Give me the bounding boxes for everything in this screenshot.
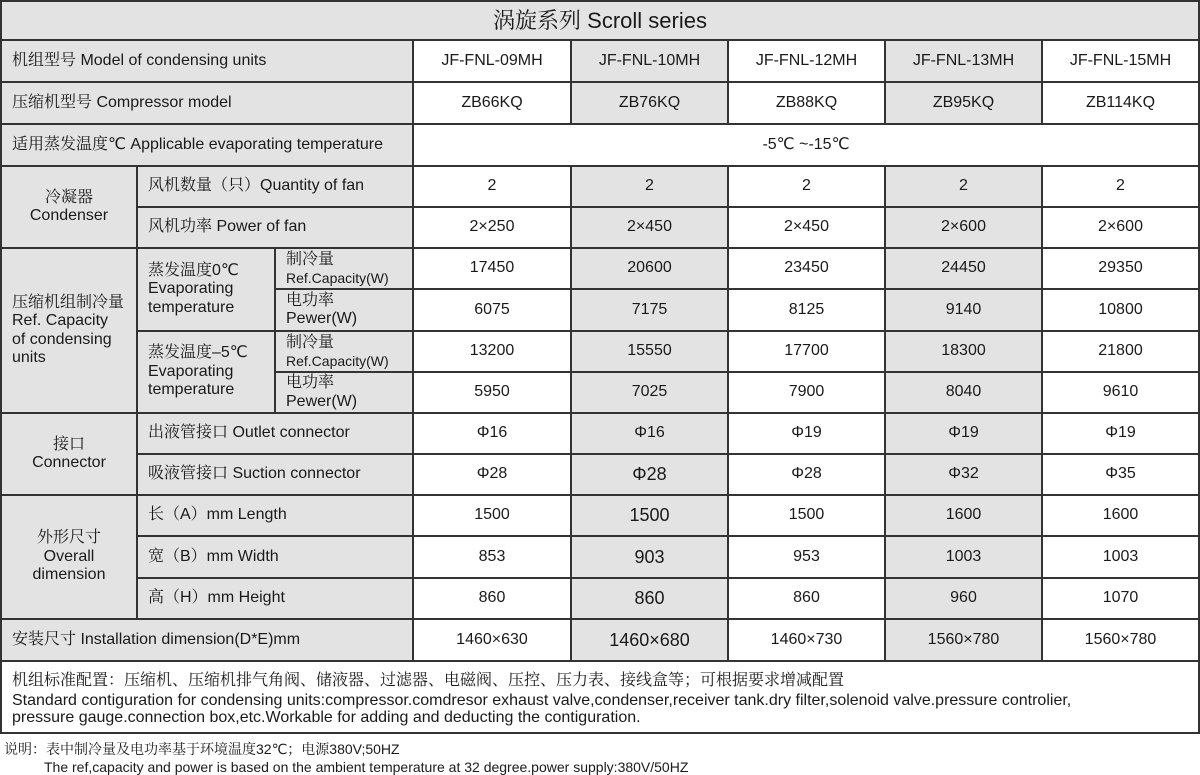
model-name-value: JF-FNL-09MH xyxy=(414,41,572,83)
outlet-connector-value: Φ16 xyxy=(572,414,729,455)
condenser-group-line: 冷凝器 xyxy=(44,188,93,206)
refcap-group-line: Ref. Capacity xyxy=(12,312,109,330)
config-note-en-2: pressure gauge.connection box,etc.Workable for adding and deducting the contiguration. xyxy=(12,709,641,726)
power-0-value: 10800 xyxy=(1043,290,1200,332)
evap-minus5-label xyxy=(138,332,276,414)
power-label xyxy=(276,290,414,332)
outlet-connector-value: Φ19 xyxy=(886,414,1043,455)
model-name-value: JF-FNL-10MH xyxy=(572,41,729,83)
power-label xyxy=(276,373,414,414)
fan-power-label: 风机功率 Power of fan xyxy=(138,208,414,249)
install-dimension-value: 1460×680 xyxy=(572,620,729,662)
dimension-group xyxy=(0,496,138,620)
model-name-value: JF-FNL-12MH xyxy=(729,41,886,83)
install-dimension-value: 1460×630 xyxy=(414,620,572,662)
capacity-label-line: Ref.Capacity(W) xyxy=(286,269,389,286)
suction-connector-value: Φ28 xyxy=(729,455,886,496)
length-value: 1600 xyxy=(1043,496,1200,537)
fan-qty-value: 2 xyxy=(1043,167,1200,208)
power-minus5-value: 7025 xyxy=(572,373,729,414)
suction-connector-value: Φ28 xyxy=(572,455,729,496)
length-value: 1500 xyxy=(729,496,886,537)
model-label: 机组型号 Model of condensing units xyxy=(0,41,414,83)
config-note-en-1: Standard contiguration for condensing units:compressor.comdresor exhaust valve,condenser,receiver tank.dry filter,solenoid valve.pressure controlier, xyxy=(12,692,1072,709)
connector-group xyxy=(0,414,138,496)
power-label-line: Pewer(W) xyxy=(286,392,358,410)
outlet-connector-value: Φ19 xyxy=(729,414,886,455)
dimension-group-line: dimension xyxy=(32,566,106,584)
capacity-label-line: Ref.Capacity(W) xyxy=(286,352,389,369)
suction-connector-value: Φ35 xyxy=(1043,455,1200,496)
capacity-minus5-value: 13200 xyxy=(414,332,572,373)
capacity-label-line: 制冷量 xyxy=(286,334,335,352)
length-value: 1600 xyxy=(886,496,1043,537)
evap-0-label-line: temperature xyxy=(148,298,235,316)
evap-minus5-label-line: Evaporating xyxy=(148,362,234,380)
suction-connector-value: Φ28 xyxy=(414,455,572,496)
width-value: 953 xyxy=(729,537,886,579)
capacity-0-value: 23450 xyxy=(729,249,886,290)
compressor-model-value: ZB114KQ xyxy=(1043,83,1200,125)
fan-qty-value: 2 xyxy=(886,167,1043,208)
height-value: 860 xyxy=(414,579,572,620)
power-label-line: 电功率 xyxy=(286,374,335,392)
width-value: 903 xyxy=(572,537,729,579)
capacity-label xyxy=(276,332,414,373)
compressor-label: 压缩机型号 Compressor model xyxy=(0,83,414,125)
compressor-model-value: ZB95KQ xyxy=(886,83,1043,125)
fan-power-value: 2×450 xyxy=(572,208,729,249)
footnote-en: The ref,capacity and power is based on the ambient temperature at 32 degree.power supply:380V/50HZ xyxy=(44,759,689,775)
refcap-group xyxy=(0,249,138,414)
capacity-label-line: 制冷量 xyxy=(286,251,335,269)
compressor-model-value: ZB66KQ xyxy=(414,83,572,125)
suction-label: 吸液管接口 Suction connector xyxy=(138,455,414,496)
outlet-connector-value: Φ19 xyxy=(1043,414,1200,455)
install-label: 安装尺寸 Installation dimension(D*E)mm xyxy=(0,620,414,662)
fan-power-value: 2×250 xyxy=(414,208,572,249)
power-0-value: 8125 xyxy=(729,290,886,332)
power-minus5-value: 8040 xyxy=(886,373,1043,414)
footnote-cn: 说明：表中制冷量及电功率基于环境温度32℃；电源380V;50HZ xyxy=(4,741,400,757)
model-name-value: JF-FNL-13MH xyxy=(886,41,1043,83)
capacity-0-value: 24450 xyxy=(886,249,1043,290)
width-value: 1003 xyxy=(886,537,1043,579)
capacity-minus5-value: 18300 xyxy=(886,332,1043,373)
fan-qty-value: 2 xyxy=(414,167,572,208)
length-label: 长（A）mm Length xyxy=(138,496,414,537)
table-title: 涡旋系列 Scroll series xyxy=(0,0,1200,41)
power-minus5-value: 7900 xyxy=(729,373,886,414)
evap-0-label-line: 蒸发温度0℃ xyxy=(148,261,239,279)
power-0-value: 6075 xyxy=(414,290,572,332)
fan-power-value: 2×600 xyxy=(1043,208,1200,249)
outlet-label: 出液管接口 Outlet connector xyxy=(138,414,414,455)
width-value: 853 xyxy=(414,537,572,579)
outlet-connector-value: Φ16 xyxy=(414,414,572,455)
refcap-group-line: of condensing xyxy=(12,330,112,348)
dimension-group-line: 外形尺寸 xyxy=(36,529,101,547)
capacity-0-value: 29350 xyxy=(1043,249,1200,290)
install-dimension-value: 1560×780 xyxy=(886,620,1043,662)
evap-0-label-line: Evaporating xyxy=(148,280,234,298)
evap-temp-value: -5℃ ~-15℃ xyxy=(414,125,1200,167)
capacity-0-value: 20600 xyxy=(572,249,729,290)
model-name-value: JF-FNL-15MH xyxy=(1043,41,1200,83)
power-0-value: 9140 xyxy=(886,290,1043,332)
capacity-0-value: 17450 xyxy=(414,249,572,290)
power-minus5-value: 5950 xyxy=(414,373,572,414)
evap-temp-label: 适用蒸发温度℃ Applicable evaporating temperature xyxy=(0,125,414,167)
connector-group-line: 接口 xyxy=(52,435,85,453)
suction-connector-value: Φ32 xyxy=(886,455,1043,496)
fan-power-value: 2×600 xyxy=(886,208,1043,249)
config-note-cn: 机组标准配置：压缩机、压缩机排气角阀、储液器、过滤器、电磁阀、压控、压力表、接线盒等；可根据要求增减配置 xyxy=(12,672,845,689)
compressor-model-value: ZB76KQ xyxy=(572,83,729,125)
width-value: 1003 xyxy=(1043,537,1200,579)
refcap-group-line: units xyxy=(12,348,46,366)
height-label: 高（H）mm Height xyxy=(138,579,414,620)
length-value: 1500 xyxy=(572,496,729,537)
capacity-label xyxy=(276,249,414,290)
power-0-value: 7175 xyxy=(572,290,729,332)
evap-0-label xyxy=(138,249,276,332)
fan-qty-value: 2 xyxy=(729,167,886,208)
fan-power-value: 2×450 xyxy=(729,208,886,249)
condenser-group xyxy=(0,167,138,249)
capacity-minus5-value: 21800 xyxy=(1043,332,1200,373)
power-minus5-value: 9610 xyxy=(1043,373,1200,414)
refcap-group-line: 压缩机组制冷量 xyxy=(12,293,125,311)
height-value: 860 xyxy=(729,579,886,620)
capacity-minus5-value: 15550 xyxy=(572,332,729,373)
height-value: 860 xyxy=(572,579,729,620)
width-label: 宽（B）mm Width xyxy=(138,537,414,579)
install-dimension-value: 1460×730 xyxy=(729,620,886,662)
install-dimension-value: 1560×780 xyxy=(1043,620,1200,662)
capacity-minus5-value: 17700 xyxy=(729,332,886,373)
power-label-line: Pewer(W) xyxy=(286,310,358,327)
dimension-group-line: Overall xyxy=(43,547,95,565)
power-label-line: 电功率 xyxy=(286,291,335,309)
evap-minus5-label-line: 蒸发温度–5℃ xyxy=(148,344,248,362)
condenser-group-line: Condenser xyxy=(29,207,109,224)
fan-qty-value: 2 xyxy=(572,167,729,208)
height-value: 960 xyxy=(886,579,1043,620)
compressor-model-value: ZB88KQ xyxy=(729,83,886,125)
height-value: 1070 xyxy=(1043,579,1200,620)
connector-group-line: Connector xyxy=(32,454,106,471)
fan-qty-label: 风机数量（只）Quantity of fan xyxy=(138,167,414,208)
length-value: 1500 xyxy=(414,496,572,537)
evap-minus5-label-line: temperature xyxy=(148,381,235,399)
